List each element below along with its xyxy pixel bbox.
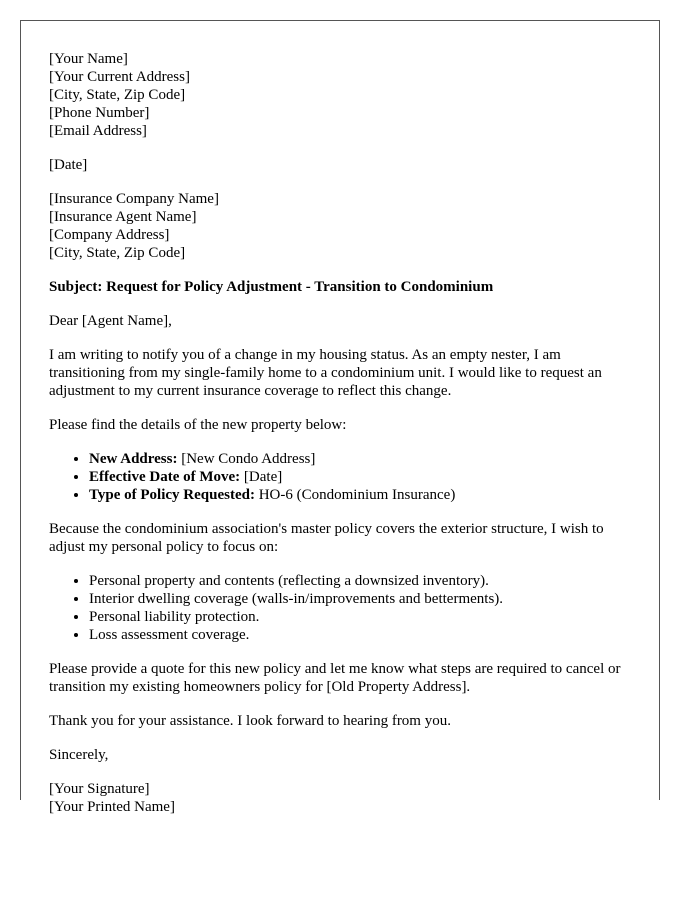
request-paragraph: Please provide a quote for this new policy and let me know what steps are required to cancel or transition my existing homeowners policy for [Old Property Address]. xyxy=(49,661,621,695)
sender-email: [Email Address] xyxy=(49,123,147,139)
sender-block xyxy=(49,50,639,140)
recipient-address: [Company Address] xyxy=(49,227,170,243)
printed-name: [Your Printed Name] xyxy=(49,799,175,815)
thanks-paragraph: Thank you for your assistance. I look forward to hearing from you. xyxy=(49,713,451,729)
detail-label: Type of Policy Requested: xyxy=(89,487,255,503)
signature-block xyxy=(49,780,639,816)
intro-paragraph: I am writing to notify you of a change in my housing status. As an empty nester, I am transitioning from my single-family home to a condominium unit. I would like to request an adjustment to my current insurance coverage to reflect this change. xyxy=(49,347,602,399)
list-item: • Personal liability protection. xyxy=(89,608,639,626)
recipient-city-state-zip: [City, State, Zip Code] xyxy=(49,245,186,261)
coverage-lead: Because the condominium association's master policy covers the exterior structure, I wish to adjust my personal policy to focus on: xyxy=(49,521,604,555)
recipient-company: [Insurance Company Name] xyxy=(49,191,219,207)
letter-content xyxy=(49,50,639,832)
list-item: • Loss assessment coverage. xyxy=(89,626,639,644)
detail-value: [New Condo Address] xyxy=(177,451,316,467)
details-list xyxy=(49,450,639,504)
detail-label: New Address: xyxy=(89,451,178,467)
detail-label: Effective Date of Move: xyxy=(89,469,241,485)
letter-date: [Date] xyxy=(49,157,88,173)
detail-value: [Date] xyxy=(240,469,283,485)
date-block xyxy=(49,156,639,174)
list-item: • Interior dwelling coverage (walls-in/improvements and betterments). xyxy=(89,590,639,608)
recipient-agent: [Insurance Agent Name] xyxy=(49,209,197,225)
sender-name: [Your Name] xyxy=(49,51,128,67)
list-item xyxy=(89,486,639,504)
list-item xyxy=(89,450,639,468)
sender-address: [Your Current Address] xyxy=(49,69,190,85)
list-item: • Personal property and contents (reflecting a downsized inventory). xyxy=(89,572,639,590)
recipient-block xyxy=(49,190,639,262)
details-lead: Please find the details of the new property below: xyxy=(49,417,347,433)
sender-phone: [Phone Number] xyxy=(49,105,150,121)
salutation: Dear [Agent Name], xyxy=(49,313,172,329)
subject-line: Subject: Request for Policy Adjustment - Transition to Condominium xyxy=(49,279,494,295)
closing: Sincerely, xyxy=(49,747,109,763)
detail-value: HO-6 (Condominium Insurance) xyxy=(254,487,456,503)
letter-page xyxy=(20,20,660,815)
sender-city-state-zip: [City, State, Zip Code] xyxy=(49,87,186,103)
coverage-list xyxy=(49,572,639,644)
list-item xyxy=(89,468,639,486)
signature-line: [Your Signature] xyxy=(49,781,150,797)
